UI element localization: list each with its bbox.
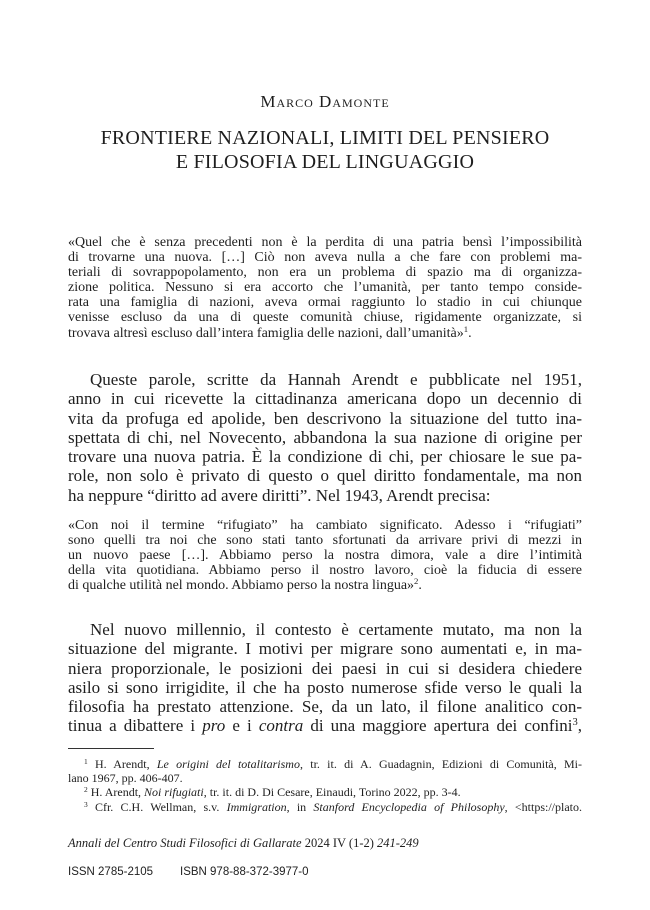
- work-title: Immigration: [226, 799, 287, 814]
- footnote-2: [68, 785, 582, 799]
- quote-line-text: trovava altresì escluso dall’intera famiglia delle nazioni, dall’umanità»: [68, 325, 464, 341]
- footnote-1: [68, 757, 582, 771]
- paragraph-line: Queste parole, scritte da Hannah Arendt e pubblicate nel 1951,: [90, 370, 582, 389]
- quote-line: rata una famiglia di nazioni, aveva ormai raggiunto lo stadio in cui chiunque: [68, 295, 582, 311]
- paragraph-line: vita da profuga ed apolide, ben descrivono la situazione del tutto ina-: [68, 408, 582, 428]
- article-title-line-1: FRONTIERE NAZIONALI, LIMITI DEL PENSIERO: [100, 127, 550, 149]
- paragraph-line: niera proporzionale, le posizioni dei paesi in cui si desidera chiedere: [68, 658, 582, 678]
- paragraph-line: Nel nuovo millennio, il contesto è certamente mutato, ma non la: [90, 620, 582, 639]
- text-run: , tr. it. di A. Guadagnin, Edizioni di Comunità, Mi-: [299, 757, 582, 771]
- paragraph-line: [68, 716, 582, 735]
- text-run: Cfr. C.H. Wellman, s.v.: [87, 799, 227, 814]
- isbn: ISBN 978-88-372-3977-0: [180, 866, 309, 878]
- footnote-number: 2: [84, 785, 88, 795]
- text-run: di una maggiore apertura dei confini: [303, 716, 573, 736]
- text-run: e i: [225, 716, 259, 736]
- opening-quotation: [68, 235, 582, 341]
- body-paragraph-1: [68, 370, 582, 505]
- paragraph-line: asilo si sono irrigidite, il che ha posto numerose sfide verso le quali la: [68, 677, 582, 697]
- work-title: Noi rifugiati: [144, 785, 204, 800]
- footnote-ref: 2: [414, 578, 419, 587]
- text-run: H. Arendt,: [87, 785, 145, 800]
- quote-line: trovava altresì escluso dall’intera famiglia delle nazioni, dall’umanità»$^1$.: [68, 325, 472, 341]
- footnote-ref: 1: [463, 325, 469, 334]
- quote-line: un nuovo paese […]. Abbiamo perso la nostra dimora, vale a dire l’intimità: [68, 548, 582, 564]
- paragraph-line: ha neppure “diritto ad avere diritti”. Nel 1943, Arendt precisa:: [68, 485, 491, 505]
- text-run: , in: [286, 799, 314, 814]
- text-run: H. Arendt,: [87, 757, 157, 771]
- footnote-separator: [68, 748, 154, 749]
- text-run: , <https://plato.: [504, 799, 582, 814]
- text-run: ,: [577, 716, 582, 736]
- quote-line: sono quelli tra noi che sono stati tanto sfortunati da arrivare privi di mezzi in: [68, 533, 582, 549]
- body-paragraph-2: [68, 620, 582, 736]
- footnote-ref: 3: [572, 717, 578, 729]
- journal-pages: 241-249: [377, 836, 419, 850]
- text-run: tinua a dibattere i: [68, 716, 203, 736]
- quote-line: teriali di sovrappopolamento, non era un problema di spazio ma di organizza-: [68, 265, 582, 281]
- paragraph-line: trovare una nuova patria. È la condizione di chi, per chiosare le sue pa-: [68, 447, 582, 467]
- article-title: [60, 126, 590, 174]
- footnote-1-continued: lano 1967, pp. 406-407.: [68, 771, 183, 786]
- paragraph-line: filosofia ha prestato attenzione. Se, da un lato, il filone analitico con-: [68, 697, 582, 717]
- paragraph-line: situazione del migrante. I motivi per migrare sono aumentati e, in ma-: [68, 639, 582, 659]
- paragraph-line: role, non solo è privato di questo o quel diritto fondamentale, ma non: [68, 466, 582, 486]
- quote-line: «Con noi il termine “rifugiato” ha cambiato significato. Adesso i “rifugiati”: [68, 518, 582, 533]
- paragraph-line: spettata di chi, nel Novecento, abbandona la sua nazione di origine per: [68, 427, 582, 447]
- emphasis-pro: pro: [202, 716, 226, 736]
- second-quotation: [68, 518, 582, 593]
- emphasis-contra: contra: [258, 716, 304, 736]
- work-title: Stanford Encyclopedia of Philosophy: [313, 799, 505, 814]
- quote-line: di qualche utilità nel mondo. Abbiamo perso la nostra lingua»$^2$.: [68, 578, 422, 594]
- journal-citation: [68, 836, 419, 851]
- quote-line: della vita quotidiana. Abbiamo perso il nostro lavoro, cioè la fiducia di essere: [68, 563, 582, 579]
- work-title: Le origini del totalitarismo: [156, 757, 300, 771]
- footnotes: [68, 757, 582, 814]
- issn: ISSN 2785-2105: [68, 866, 154, 878]
- footnote-number: 1: [84, 757, 88, 766]
- footnote-number: 3: [84, 799, 88, 809]
- footnote-3: [68, 800, 582, 814]
- article-title-line-2: E FILOSOFIA DEL LINGUAGGIO: [175, 151, 475, 173]
- quote-line: «Quel che è senza precedenti non è la perdita di una patria bensì l’impossibilità: [68, 235, 582, 250]
- journal-name: Annali del Centro Studi Filosofici di Gallarate: [68, 836, 302, 850]
- text-run: , tr. it. di D. Di Cesare, Einaudi, Torino 2022, pp. 3-4.: [203, 785, 461, 800]
- journal-issue: 2024 IV (1-2): [304, 836, 374, 850]
- author-name: Marco Damonte: [260, 92, 390, 111]
- quote-line: zione politica. Nessuno si era accorto che l’umanità, per tanto tempo conside-: [68, 280, 582, 296]
- paragraph-line: anno in cui ricevette la cittadinanza americana dopo un decennio di: [68, 389, 582, 409]
- quote-line-text: di qualche utilità nel mondo. Abbiamo perso la nostra lingua»: [68, 578, 415, 594]
- quote-line: venisse escluso da una di queste comunità chiuse, rigidamente organizzate, si: [68, 310, 582, 326]
- quote-line: di trovarne una nuova. […] Ciò non aveva nulla a che fare con problemi ma-: [68, 250, 582, 266]
